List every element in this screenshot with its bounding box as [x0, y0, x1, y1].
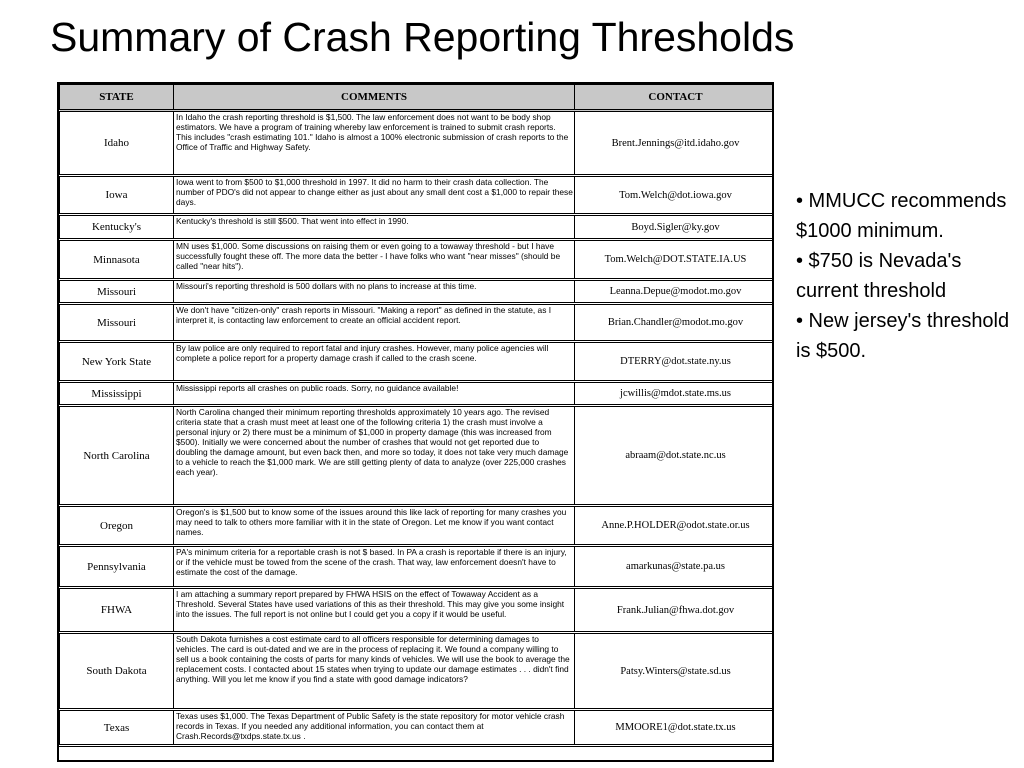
state-cell: Kentucky's	[60, 215, 174, 240]
state-cell: Oregon	[60, 506, 174, 546]
comment-cell: In Idaho the crash reporting threshold is $1,500. The law enforcement does not want to be body shop estimators. We have a program of training whereby law enforcement is trained to submit crash reports. This includes "crash estimating 101." Idaho is almost a 100% electronic submission of crash reports to the Office of Traffic and Highway Safety.	[174, 111, 575, 176]
state-cell: Missouri	[60, 304, 174, 342]
contact-cell: Patsy.Winters@state.sd.us	[575, 633, 775, 710]
comment-cell: I am attaching a summary report prepared by FHWA HSIS on the effect of Towaway Accident as a Threshold. Several States have used variations of this as their threshold. This may give you some insight into the issues. The full report is not online but I could get you a copy if it would be useful.	[174, 588, 575, 633]
contact-cell: Tom.Welch@DOT.STATE.IA.US	[575, 240, 775, 280]
comment-cell: Oregon's is $1,500 but to know some of the issues around this like lack of reporting for many crashes you may need to talk to others more familiar with it in the state of Oregon. Let me know if you want contact names.	[174, 506, 575, 546]
table-row	[60, 111, 775, 176]
header-comments: COMMENTS	[174, 85, 575, 111]
comment-cell: South Dakota furnishes a cost estimate card to all officers responsible for determining damages to vehicles. The card is out-dated and we are in the process of replacing it. We found a company willing to sell us a book containing the costs of parts for many kinds of vehicles. We will use the book to average the replacement costs. I contacted about 15 states when trying to update our damage estimates . . . didn't find anything. Will you let me know if you find a state with good damage indicators?	[174, 633, 575, 710]
state-cell: Texas	[60, 710, 174, 746]
table-row	[60, 588, 775, 633]
thresholds-table	[59, 84, 774, 747]
state-cell: Iowa	[60, 176, 174, 215]
comment-cell: MN uses $1,000. Some discussions on raising them or even going to a towaway threshold - but I have successfully fought these off. The more data the better - I have folks who want "near misses" (should be called "near hits").	[174, 240, 575, 280]
comment-cell: PA's minimum criteria for a reportable crash is not $ based. In PA a crash is reportable if there is an injury, or if the vehicle must be towed from the scene of the crash. That way, law enforcement doesn't have to estimate the cost of the damage.	[174, 546, 575, 588]
contact-cell: Tom.Welch@dot.iowa.gov	[575, 176, 775, 215]
contact-cell: Brian.Chandler@modot.mo.gov	[575, 304, 775, 342]
state-cell: FHWA	[60, 588, 174, 633]
state-cell: Pennsylvania	[60, 546, 174, 588]
comment-cell: We don't have "citizen-only" crash reports in Missouri. "Making a report" as defined in the statute, as I interpret it, is contacting law enforcement to create an official accident report.	[174, 304, 575, 342]
state-cell: New York State	[60, 342, 174, 382]
table-row	[60, 710, 775, 746]
bullet-item: • $750 is Nevada's current threshold	[796, 250, 962, 302]
state-cell: Minnasota	[60, 240, 174, 280]
contact-cell: abraam@dot.state.nc.us	[575, 406, 775, 506]
comment-cell: North Carolina changed their minimum reporting thresholds approximately 10 years ago. The revised criteria state that a crash must meet at least one of the following criteria 1) the crash must involve a personal injury or 2) there must be a minimum of $1,000 in property damage (this was increased from $500). Initially we were concerned about the number of crashes that would not get reported due to doubling the damage amount, but even back then, and more so today, it does not take very much damage to a vehicle to reach the $1,000 mark. We are still getting plenty of data to analyze (over 225,000 crashes each year).	[174, 406, 575, 506]
table-row	[60, 546, 775, 588]
comment-cell: Iowa went to from $500 to $1,000 threshold in 1997. It did no harm to their crash data collection. The number of PDO's did not appear to change either as just about any small dent cost a $1,000 to repair these days.	[174, 176, 575, 215]
comment-cell: Texas uses $1,000. The Texas Department of Public Safety is the state repository for motor vehicle crash records in Texas. If you needed any additional information, you can contact them at Crash.Records@txdps.state.tx.us .	[174, 710, 575, 746]
state-cell: South Dakota	[60, 633, 174, 710]
bullet-item: • MMUCC recommends $1000 minimum.	[796, 190, 1007, 242]
bullet-item: • New jersey's threshold is $500.	[796, 310, 1010, 362]
table-row	[60, 382, 775, 406]
header-contact: CONTACT	[575, 85, 775, 111]
comment-cell: Kentucky's threshold is still $500. That went into effect in 1990.	[174, 215, 575, 240]
comment-cell: Missouri's reporting threshold is 500 dollars with no plans to increase at this time.	[174, 280, 575, 304]
thresholds-table-container	[57, 82, 774, 762]
table-row	[60, 215, 775, 240]
header-state: STATE	[60, 85, 174, 111]
state-cell: North Carolina	[60, 406, 174, 506]
table-row	[60, 633, 775, 710]
table-body	[60, 111, 775, 746]
contact-cell: Boyd.Sigler@ky.gov	[575, 215, 775, 240]
state-cell: Mississippi	[60, 382, 174, 406]
contact-cell: jcwillis@mdot.state.ms.us	[575, 382, 775, 406]
table-row	[60, 506, 775, 546]
slide-title: Summary of Crash Reporting Thresholds	[50, 14, 795, 60]
table-row	[60, 406, 775, 506]
contact-cell: Frank.Julian@fhwa.dot.gov	[575, 588, 775, 633]
table-header-row	[60, 85, 775, 111]
table-row	[60, 176, 775, 215]
contact-cell: Leanna.Depue@modot.mo.gov	[575, 280, 775, 304]
comment-cell: By law police are only required to report fatal and injury crashes. However, many police agencies will complete a police report for a property damage crash if called to the crash scene.	[174, 342, 575, 382]
contact-cell: amarkunas@state.pa.us	[575, 546, 775, 588]
bullet-list	[796, 186, 1016, 366]
contact-cell: DTERRY@dot.state.ny.us	[575, 342, 775, 382]
contact-cell: Anne.P.HOLDER@odot.state.or.us	[575, 506, 775, 546]
table-row	[60, 280, 775, 304]
contact-cell: MMOORE1@dot.state.tx.us	[575, 710, 775, 746]
contact-cell: Brent.Jennings@itd.idaho.gov	[575, 111, 775, 176]
state-cell: Idaho	[60, 111, 174, 176]
state-cell: Missouri	[60, 280, 174, 304]
table-row	[60, 304, 775, 342]
table-row	[60, 240, 775, 280]
table-row	[60, 342, 775, 382]
comment-cell: Mississippi reports all crashes on public roads. Sorry, no guidance available!	[174, 382, 575, 406]
